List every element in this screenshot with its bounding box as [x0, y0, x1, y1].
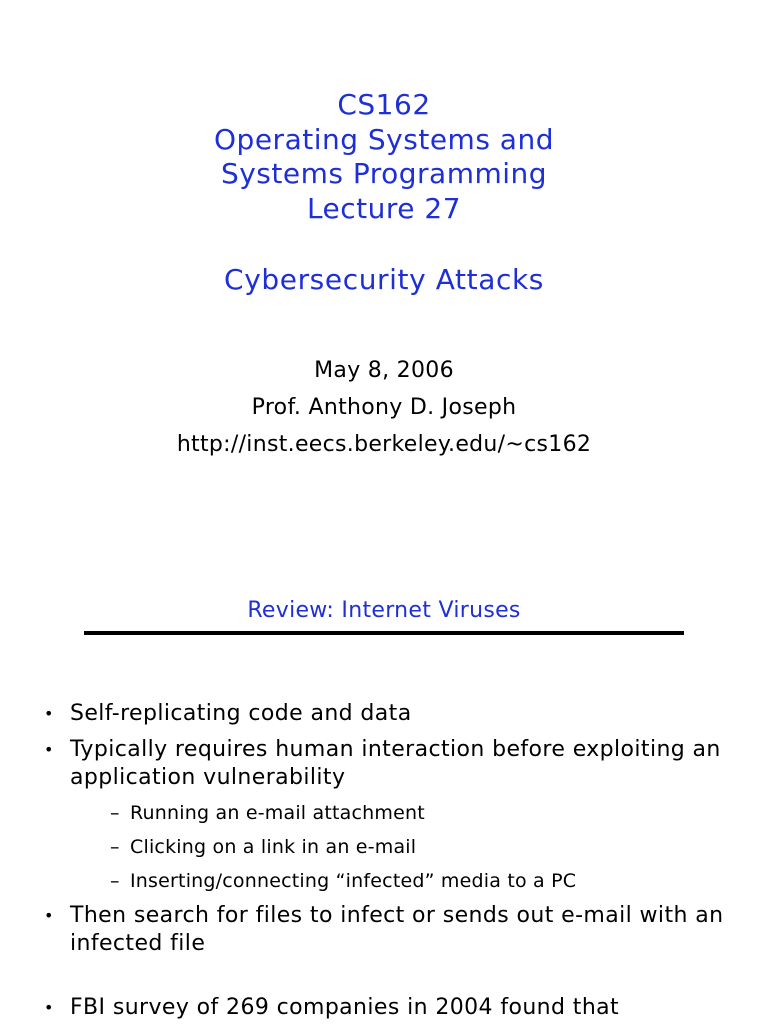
sub-bullet-text: Clicking on a link in an e-mail [130, 836, 417, 858]
list-item [44, 736, 744, 894]
dash-marker: – [110, 836, 120, 858]
lecture-subtitle: Cybersecurity Attacks [224, 263, 544, 296]
lecture-number: Lecture 27 [306, 191, 462, 225]
slide-title: Review: Internet Viruses [247, 598, 521, 623]
course-name-line-2: Systems Programming [220, 157, 548, 190]
lecture-author: Prof. Anthony D. Joseph [251, 395, 517, 420]
bullet-marker: • [44, 704, 54, 723]
list-item [44, 994, 744, 1022]
lecture-date: May 8, 2006 [314, 358, 454, 383]
bullet-text: FBI survey of 269 companies in 2004 found that [70, 995, 620, 1020]
dash-marker: – [110, 802, 120, 824]
course-code: CS162 [337, 88, 431, 121]
sub-bullet-text: Inserting/connecting “infected” media to a PC [130, 870, 577, 892]
bullet-marker: • [44, 906, 54, 925]
course-name-line-1: Operating Systems and [214, 122, 554, 156]
list-item [44, 902, 744, 958]
bullet-text: Typically requires human interaction before exploiting an application vulnerability [70, 737, 721, 790]
bullet-marker: • [44, 740, 54, 759]
lecture-title [0, 88, 768, 226]
sub-bullet-text: Running an e-mail attachment [130, 802, 425, 824]
title-underline [84, 631, 684, 635]
course-url: http://inst.eecs.berkeley.edu/~cs162 [176, 432, 592, 457]
list-item [44, 700, 744, 728]
sub-list-item [70, 800, 744, 826]
sub-list-item [70, 834, 744, 860]
lecture-meta [0, 352, 768, 463]
bullet-list [44, 700, 744, 1024]
sub-list-item [70, 868, 744, 894]
bullet-marker: • [44, 998, 54, 1017]
dash-marker: – [110, 870, 120, 892]
bullet-text: Then search for files to infect or sends out e-mail with an infected file [70, 903, 724, 956]
bullet-text: Self-replicating code and data [70, 701, 412, 726]
